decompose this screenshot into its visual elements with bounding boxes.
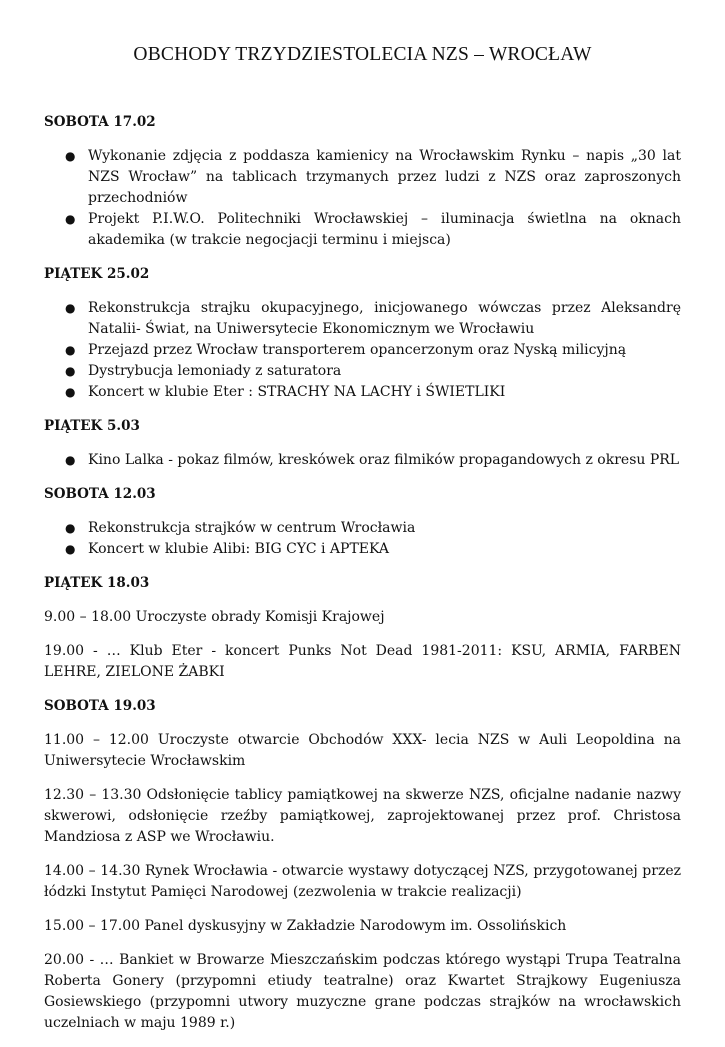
list-item: [44, 539, 681, 560]
bullet-list: [44, 450, 681, 471]
bullet-list: [44, 146, 681, 251]
list-item-text: Koncert w klubie Alibi: BIG CYC i APTEKA: [88, 541, 390, 557]
list-item-text: Rekonstrukcja strajków w centrum Wrocławia: [88, 520, 416, 536]
section-heading: SOBOTA 19.03: [44, 698, 156, 714]
list-item-text: Koncert w klubie Eter : STRACHY NA LACHY i ŚWIETLIKI: [88, 384, 506, 400]
document-content: [44, 112, 681, 1047]
bullet-icon: ●: [65, 453, 76, 467]
list-item: [44, 298, 681, 340]
list-item-text: Przejazd przez Wrocław transporterem opancerzonym oraz Nyską milicyjną: [88, 342, 627, 358]
bullet-icon: ●: [65, 343, 76, 357]
list-item-text: Rekonstrukcja strajku okupacyjnego, inicjowanego wówczas przez Aleksandrę Natalii- Świat, na Uniwersytecie Ekonomicznym we Wrocławiu: [88, 300, 681, 337]
section-heading: PIĄTEK 25.02: [44, 266, 150, 282]
list-item: [44, 361, 681, 382]
schedule-entry: 20.00 - … Bankiet w Browarze Mieszczańskim podczas którego wystąpi Trupa Teatralna Roberta Gonery (przypomni etiudy teatralne) oraz Kwartet Strajkowy Eugeniusza Gosiewskiego (przypomni utwory muzyczne grane podczas strajków na wrocławskich uczelniach w maju 1989 r.): [44, 952, 681, 1031]
schedule-entry: 15.00 – 17.00 Panel dyskusyjny w Zakładzie Narodowym im. Ossolińskich: [44, 918, 567, 934]
list-item-text: Kino Lalka - pokaz filmów, kreskówek oraz filmików propagandowych z okresu PRL: [88, 452, 680, 468]
list-item: [44, 146, 681, 209]
bullet-icon: ●: [65, 212, 76, 226]
list-item: [44, 209, 681, 251]
section-heading: SOBOTA 17.02: [44, 114, 156, 130]
section-heading: PIĄTEK 5.03: [44, 418, 140, 434]
list-item-text: Wykonanie zdjęcia z poddasza kamienicy na Wrocławskim Rynku – napis „30 lat NZS Wrocław” na tablicach trzymanych przez ludzi z NZS oraz zaproszonych przechodniów: [88, 148, 681, 206]
schedule-entry: 19.00 - … Klub Eter - koncert Punks Not Dead 1981-2011: KSU, ARMIA, FARBEN LEHRE, ZIELONE ŻABKI: [44, 643, 681, 680]
list-item: [44, 518, 681, 539]
bullet-icon: ●: [65, 364, 76, 378]
section-heading: SOBOTA 12.03: [44, 486, 156, 502]
schedule-entry: 14.00 – 14.30 Rynek Wrocławia - otwarcie wystawy dotyczącej NZS, przygotowanej przez łódzki Instytut Pamięci Narodowej (zezwolenia w trakcie realizacji): [44, 863, 681, 900]
bullet-icon: ●: [65, 542, 76, 556]
schedule-entry: 11.00 – 12.00 Uroczyste otwarcie Obchodów XXX- lecia NZS w Auli Leopoldina na Uniwersytecie Wrocławskim: [44, 732, 681, 769]
bullet-list: [44, 518, 681, 560]
schedule-entry: 9.00 – 18.00 Uroczyste obrady Komisji Krajowej: [44, 609, 385, 625]
list-item: [44, 382, 681, 403]
bullet-icon: ●: [65, 149, 76, 163]
schedule-entry: 12.30 – 13.30 Odsłonięcie tablicy pamiątkowej na skwerze NZS, oficjalne nadanie nazwy skwerowi, odsłonięcie rzeźby pamiątkowej, zaprojektowanej przez prof. Christosa Mandziosa z ASP we Wrocławiu.: [44, 787, 681, 845]
bullet-icon: ●: [65, 521, 76, 535]
bullet-icon: ●: [65, 385, 76, 399]
bullet-list: [44, 298, 681, 403]
bullet-icon: ●: [65, 301, 76, 315]
list-item-text: Dystrybucja lemoniady z saturatora: [88, 363, 342, 379]
list-item: [44, 340, 681, 361]
list-item-text: Projekt P.I.W.O. Politechniki Wrocławskiej – iluminacja świetlna na oknach akademika (w trakcie negocjacji terminu i miejsca): [88, 211, 681, 248]
list-item: [44, 450, 681, 471]
section-heading: PIĄTEK 18.03: [44, 575, 150, 591]
document-title: OBCHODY TRZYDZIESTOLECIA NZS – WROCŁAW: [133, 44, 592, 65]
